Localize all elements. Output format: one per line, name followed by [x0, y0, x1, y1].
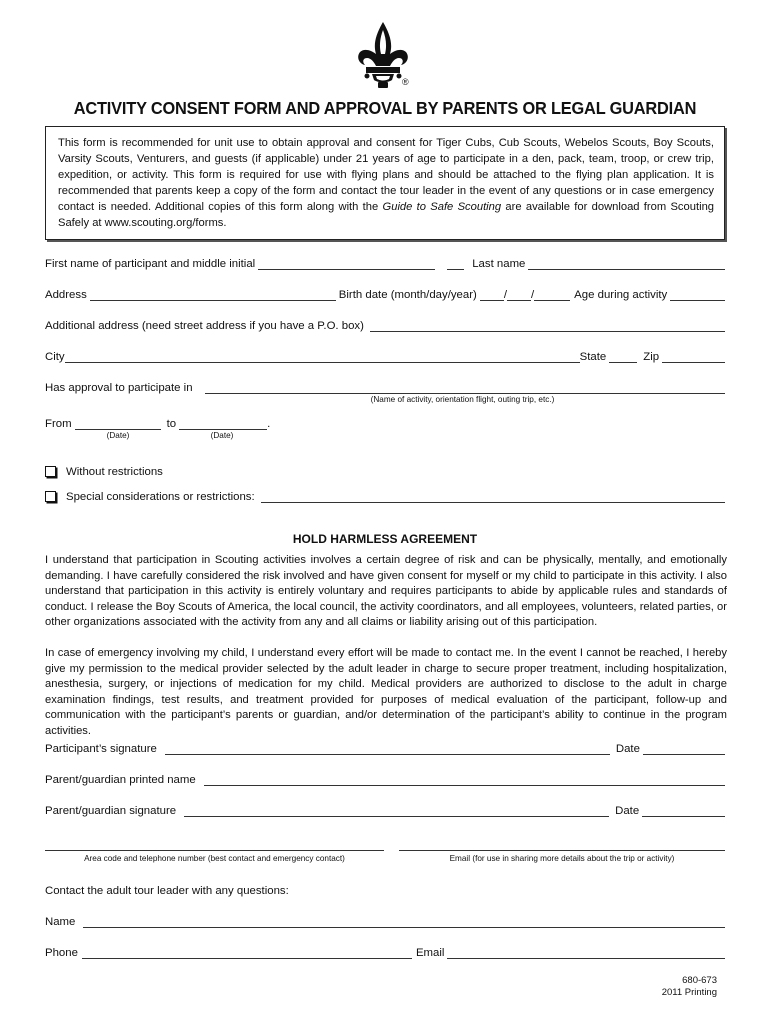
from-date-hint: (Date) — [106, 431, 130, 440]
hold-harmless-heading: HOLD HARMLESS AGREEMENT — [292, 532, 478, 546]
to-label: to — [166, 418, 177, 430]
leader-email-label: Email — [415, 947, 445, 959]
to-date-hint: (Date) — [210, 431, 234, 440]
date-range-row: From to . — [45, 418, 271, 430]
state-field[interactable] — [609, 351, 637, 363]
form-number: 680-673 — [682, 975, 717, 986]
address-row: Address Birth date (month/day/year) / / Age during activity — [45, 285, 725, 301]
intro-text-part-2: are available for download from Scouting Safely at www.scouting.org/forms. — [58, 201, 715, 229]
participant-signature-field[interactable] — [165, 743, 610, 755]
zip-label: Zip — [643, 351, 660, 363]
intro-text — [58, 135, 714, 231]
birth-date-label: Birth date (month/day/year) — [338, 289, 477, 301]
intro-guide-title: Guide to Safe Scouting — [382, 201, 502, 213]
birth-day-field[interactable] — [507, 289, 531, 301]
city-label: City — [45, 351, 65, 363]
first-name-label: First name of participant and middle initial — [45, 258, 256, 270]
middle-initial-field[interactable] — [447, 258, 464, 270]
email-hint: Email (for use in sharing more details about the trip or activity) — [449, 854, 675, 863]
participant-signature-label: Participant’s signature — [45, 743, 157, 755]
leader-name-field[interactable] — [83, 916, 725, 928]
leader-contact-row — [45, 943, 725, 959]
state-label: State — [579, 351, 607, 363]
birth-year-field[interactable] — [534, 289, 570, 301]
page-title: ACTIVITY CONSENT FORM AND APPROVAL BY PARENTS OR LEGAL GUARDIAN — [73, 98, 697, 118]
parent-printed-name-row — [45, 770, 725, 786]
name-row — [45, 254, 725, 270]
age-field[interactable] — [670, 289, 725, 301]
special-considerations-row — [45, 487, 725, 503]
leader-heading: Contact the adult tour leader with any questions: — [45, 885, 289, 897]
address-field[interactable] — [90, 289, 336, 301]
participant-signature-row — [45, 739, 725, 755]
from-label: From — [45, 418, 72, 430]
parent-date-label: Date — [615, 805, 640, 817]
parent-email-field[interactable] — [399, 839, 725, 851]
parent-signature-label: Parent/guardian signature — [45, 805, 177, 817]
special-considerations-checkbox[interactable] — [45, 491, 56, 502]
leader-phone-label: Phone — [45, 947, 78, 959]
city-row — [45, 347, 725, 363]
parent-signature-row — [45, 801, 725, 817]
parent-printed-name-label: Parent/guardian printed name — [45, 774, 196, 786]
approval-hint: (Name of activity, orientation flight, outing trip, etc.) — [370, 395, 555, 404]
leader-name-row — [45, 912, 725, 928]
additional-address-row — [45, 316, 725, 332]
from-date-field[interactable] — [75, 418, 161, 430]
age-label: Age during activity — [574, 289, 668, 301]
leader-heading-row — [45, 881, 725, 897]
intro-box — [45, 126, 725, 240]
parent-signature-field[interactable] — [184, 805, 609, 817]
form-footer — [662, 975, 717, 999]
birth-month-field[interactable] — [480, 289, 504, 301]
intro-text-part-1: This form is recommended for unit use to obtain approval and consent for Tiger Cubs, Cub Scouts, Webelos Scouts, Boy Scouts, Varsity Scouts, Venturers, and guests (if applicable) under 21 years of age to participate in a den, pack, team, troop, or crew trip, expedition, or activity. This form is required for use with flying plans and should be attached to the flying plan application. It is recommended that parents keep a copy of the form and contact the tour leader in the event of any questions or in case emergency contact is needed. Additional copies of this form along with the — [58, 137, 714, 213]
leader-email-field[interactable] — [447, 947, 725, 959]
without-restrictions-row — [45, 462, 725, 478]
additional-address-label: Additional address (need street address if you have a P.O. box) — [45, 320, 364, 332]
first-name-field[interactable] — [258, 258, 435, 270]
without-restrictions-label: Without restrictions — [66, 466, 163, 478]
approval-label: Has approval to participate in — [45, 382, 193, 394]
participant-date-label: Date — [615, 743, 640, 755]
approval-field[interactable] — [205, 382, 725, 394]
printing-year: 2011 Printing — [661, 987, 717, 998]
leader-name-label: Name — [45, 916, 76, 928]
without-restrictions-checkbox[interactable] — [45, 466, 56, 477]
last-name-label: Last name — [472, 258, 526, 270]
hold-harmless-paragraph-1: I understand that participation in Scouting activities involves a certain degree of risk and can be physically, mentally, and emotionally demanding. I have carefully considered the risk involved and have given consent for myself or my child to participate in this activity. I also understand that participation in this activity is entirely voluntary and requires participants to abide by applicable rules and standards of conduct. I release the Boy Scouts of America, the local council, the activity coordinators, and all employees, volunteers, related parties, or other organizations associated with the activity from any and all claims or liability arising out of this participation. — [45, 554, 727, 629]
approval-row — [45, 378, 725, 394]
hold-harmless-paragraph-2: In case of emergency involving my child, I understand every effort will be made to contact me. In the event I cannot be reached, I hereby give my permission to the medical provider selected by the adult leader in charge to secure proper treatment, including hospitalization, anesthesia, surgery, or injections of medication for my child. Medical providers are authorized to disclose to the adult in charge examination findings, test results, and treatment provided for purposes of medical evaluation of the participant, follow-up and communication with the participant’s parents or guardian, and/or determination of the participant’s ability to continue in the program activities. — [45, 647, 727, 737]
city-field[interactable] — [65, 351, 580, 363]
special-considerations-label: Special considerations or restrictions: — [66, 491, 255, 503]
parent-phone-field[interactable] — [45, 839, 384, 851]
registered-mark: ® — [402, 77, 409, 87]
leader-phone-field[interactable] — [82, 947, 412, 959]
parent-date-field[interactable] — [642, 805, 725, 817]
additional-address-field[interactable] — [370, 320, 725, 332]
last-name-field[interactable] — [528, 258, 725, 270]
phone-hint: Area code and telephone number (best contact and emergency contact) — [84, 854, 345, 863]
special-considerations-field[interactable] — [261, 491, 725, 503]
address-label: Address — [45, 289, 87, 301]
zip-field[interactable] — [662, 351, 725, 363]
to-date-field[interactable] — [179, 418, 267, 430]
parent-printed-name-field[interactable] — [204, 774, 725, 786]
participant-date-field[interactable] — [643, 743, 725, 755]
